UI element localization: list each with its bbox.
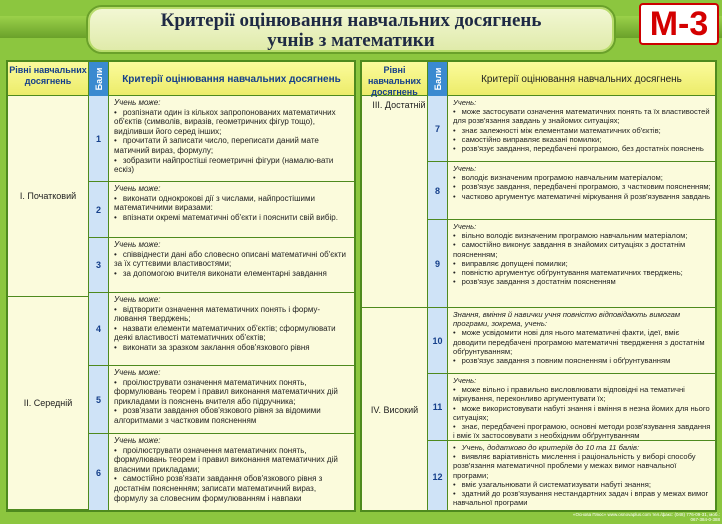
header-level-right: Рівні навчальних досягнень — [362, 62, 428, 96]
points-12: 12 — [428, 441, 448, 512]
points-7: 7 — [428, 96, 448, 162]
publisher-footer: «Основа Плюс» www.osnovaplus.com тел./факс: (048) 776-09-31, моб.: 067-384-0-388 — [572, 512, 720, 522]
criteria-row-9: Учень: • вільно володіє визначеним програмою навчальним матеріалом; • самостійно виконує завдання в знайомих ситуаціях з достатнім поясненням; • виправляє допущені помилки; • повністю аргументує обґрунтування математичних тверджень; • розв'язує завдання з достатнім поясненням — [448, 220, 715, 308]
points-10: 10 — [428, 308, 448, 374]
criteria-row-1: Учень може: • розпізнати один із кількох запропонованих математичних об'єктів (символів, виразів, геометричних фігур тощо), виділивши його серед інших; • прочитати й записати число, переписати даний мате матичний вираз, формулу; • зобразити найпростіші геометричні фігури (намалю-вати ескіз) — [109, 96, 354, 182]
criteria-row-8: Учень: • володіє визначеним програмою навчальним матеріалом; • розв'язує завдання, передбачені програмою, з частковим поясненням; • частково аргументує математичні міркування й розв'язування завдань — [448, 162, 715, 220]
header-level: Рівні навчальних досягнень — [8, 62, 89, 96]
level-high: IV. Високий — [362, 308, 428, 512]
points-9: 9 — [428, 220, 448, 308]
criteria-row-6: Учень може: • проілюструвати означення математичних понять, формулювань теорем і правил виконання математичних дій власними прикладами; • самостійно розв'язати завдання обов'язкового рівня з достатнім поясненням; записати математичний вираз, формулу за словесним формулюванням і навпаки — [109, 434, 354, 512]
table-header-right — [362, 62, 715, 96]
code-badge: М-3 — [639, 3, 719, 45]
header-points-right: Бали — [428, 62, 448, 96]
title-banner — [86, 5, 616, 54]
header-points: Бали — [89, 62, 109, 96]
page-title-line2: учнів з математики — [267, 30, 435, 51]
header-criteria-right: Критерії оцінювання навчальних досягнень — [481, 73, 682, 85]
criteria-row-11: Учень: • може вільно і правильно висловлювати відповідні на тематичні міркування, переконливо аргументувати їх; • може використовувати набуті знання і вміння в незна йомих для нього ситуаціях; • знає, передбачені програмою, основні методи розв'язування завдання і вміє їх застосовувати з необхідним обґрунтуванням — [448, 374, 715, 441]
criteria-row-4: Учень може: • відтворити означення математичних понять і форму-лювання тверджень; • назвати елементи математичних об'єктів; сформулювати деякі властивості математичних об'єктів; • виконати за зразком заклання обов'язкового рівня — [109, 293, 354, 366]
points-3: 3 — [89, 238, 109, 293]
header-criteria: Критерії оцінювання навчальних досягнень — [122, 73, 341, 85]
left-table — [6, 60, 356, 512]
right-table — [360, 60, 717, 512]
level-middle: ІІ. Середній — [8, 297, 89, 510]
level-sufficient: ІІІ. Достатній — [362, 96, 428, 308]
points-1: 1 — [89, 96, 109, 182]
criteria-row-2: Учень може: • виконати однокрокові дії з числами, найпростішими математичними виразами: • впізнати окремі математичні об'єкти і пояснити свій вибір. — [109, 182, 354, 238]
points-5: 5 — [89, 366, 109, 434]
points-8: 8 — [428, 162, 448, 220]
table-header — [8, 62, 354, 96]
criteria-row-5: Учень може: • проілюструвати означення математичних понять, формулювань теорем і правил виконання математичних дій прикладами із пояснень вчителя або підручника; • розв'язати завдання обов'язкового рівня за відомими алгоритмами з частковим поясненням — [109, 366, 354, 434]
criteria-row-10: Знання, вміння й навички учня повністю відповідають вимогам програми, зокрема, учень: • може усвідомити нові для нього математичні факти, ідеї, вміє доводити передбачені програмою математичні твердження з достатнім обґрунтуванням; • розв'язує завдання з повним поясненням і обґрунтуванням — [448, 308, 715, 374]
points-2: 2 — [89, 182, 109, 238]
points-11: 11 — [428, 374, 448, 441]
criteria-row-3: Учень може: • співвіднести дані або словесно описані математичні об'єкти за їх суттєвими властивостями; • за допомогою вчителя виконати елементарні завдання — [109, 238, 354, 293]
level-initial: І. Початковий — [8, 96, 89, 297]
points-4: 4 — [89, 293, 109, 366]
page-title-line1: Критерії оцінювання навчальних досягнень — [160, 10, 542, 31]
points-6: 6 — [89, 434, 109, 512]
criteria-row-12: • Учень, додатково до критеріїв до 10 та 11 балів: • виявляє варіативність мислення і раціональність у виборі способу розв'язання математичної проблеми у межах вимог навчальної програми; • вміє узагальнювати й систематизувати набуті знання; • здатний до розв'язування нестандартних задач і вправ у межах вимог навчальної програми — [448, 441, 715, 512]
criteria-row-7: Учень: • може застосувати означення математичних понять та їх властивостей для розв'язання завдань у знайомих ситуаціях; • знає залежності між елементами математичних об'єктів; • самостійно виправляє вказані помилки; • розв'язує завдання, передбачені програмою, без достатніх пояснень — [448, 96, 715, 162]
